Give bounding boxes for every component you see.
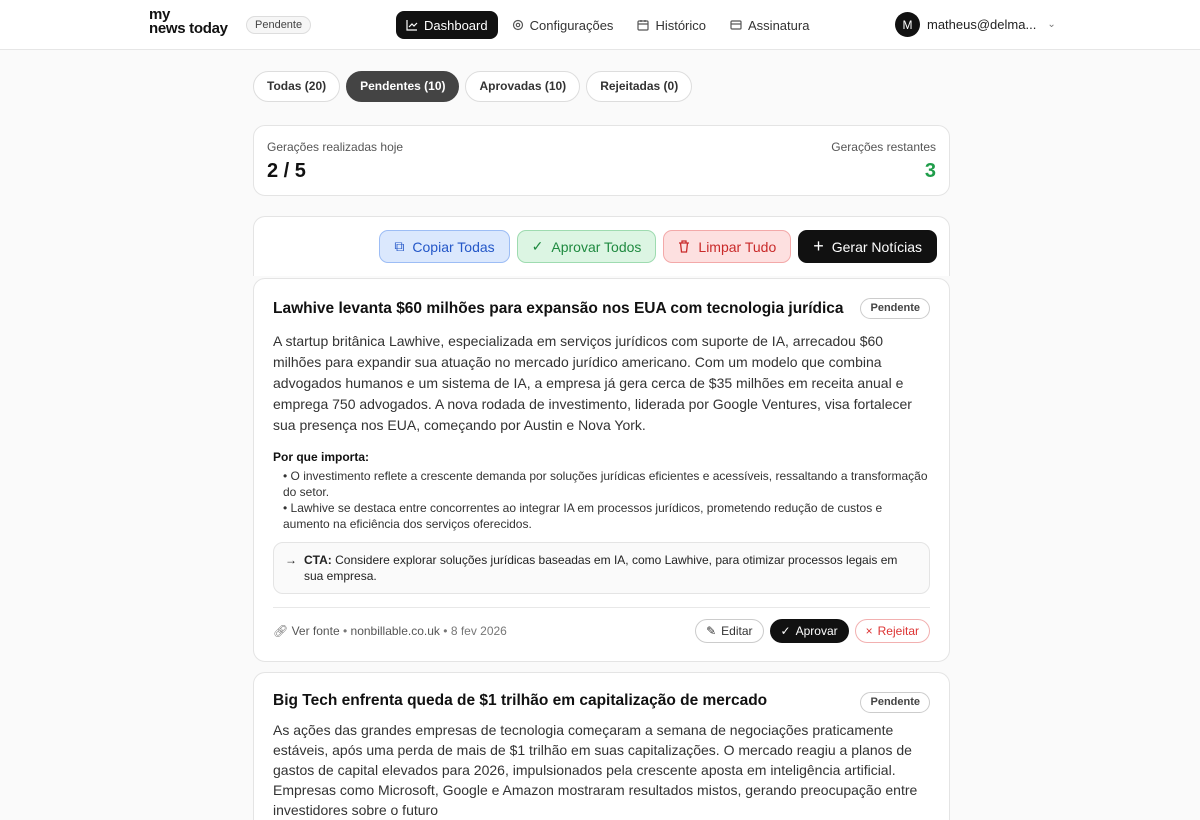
- news-footer: [273, 607, 930, 643]
- tab-aprovadas[interactable]: Aprovadas (10): [465, 71, 580, 102]
- top-header: [0, 0, 1200, 50]
- news-card: [253, 278, 950, 662]
- why-label: Por que importa:: [273, 450, 370, 464]
- cta-text: Considere explorar soluções jurídicas baseadas em IA, como Lawhive, para otimizar processos legais em sua empresa.: [304, 553, 898, 583]
- nav-label: Histórico: [655, 17, 707, 33]
- news-card: [253, 672, 950, 820]
- pencil-icon: ✎: [706, 624, 717, 638]
- logo[interactable]: [149, 8, 228, 36]
- today-value: 2 / 5: [267, 160, 306, 182]
- calendar-icon: [637, 19, 649, 31]
- nav-label: Configurações: [529, 17, 614, 33]
- clear-all-button[interactable]: [663, 230, 791, 263]
- check-circle-icon: ✓: [531, 238, 544, 254]
- source-domain: nonbillable.co.uk: [350, 624, 440, 638]
- button-label: Editar: [721, 624, 753, 638]
- button-label: Aprovar: [795, 624, 838, 638]
- close-icon: ×: [865, 624, 873, 638]
- main-nav: [396, 11, 819, 39]
- button-label: Copiar Todas: [412, 238, 495, 255]
- remaining-label: Gerações restantes: [831, 140, 936, 154]
- user-menu[interactable]: [895, 12, 1056, 37]
- arrow-right-icon: →: [285, 553, 297, 567]
- tab-pendentes[interactable]: Pendentes (10): [346, 71, 459, 102]
- gear-icon: [512, 19, 524, 31]
- logo-line: my: [149, 6, 171, 23]
- copy-all-button[interactable]: [379, 230, 509, 263]
- edit-button[interactable]: [695, 619, 763, 643]
- remaining-value: 3: [924, 160, 936, 182]
- link-icon: 🔗︎: [273, 624, 289, 638]
- source-link[interactable]: Ver fonte: [291, 624, 340, 638]
- news-title: Big Tech enfrenta queda de $1 trilhão em capitalização de mercado: [273, 692, 768, 709]
- copy-icon: ⧉: [394, 238, 405, 254]
- nav-label: Dashboard: [424, 17, 488, 33]
- nav-label: Assinatura: [748, 17, 810, 33]
- status-badge: Pendente: [860, 692, 930, 713]
- news-body: A startup britânica Lawhive, especializada em serviços jurídicos com suporte de IA, arrecadou $60 milhões para expandir sua atuação no mercado jurídico americano. Com um modelo que combina advogados humanos e um sistema de IA, a empresa já gera cerca de $35 milhões em receita anual e emprega 750 advogados. A nova rodada de investimento, liderada por Google Ventures, visa fortalecer sua presença nos EUA, começando por Austin e Nova York.: [273, 333, 912, 433]
- news-body: As ações das grandes empresas de tecnologia começaram a semana de negociações praticamente estáveis, após uma perda de mais de $1 trilhão em suas capitalizações. O mercado reagiu a planos de gastos de capital elevados para 2026, impulsionados pela crescente aposta em inteligência artificial. Empresas como Microsoft, Google e Amazon mostraram resultados mistos, gerando preocupação entre investidores sobre o futuro: [273, 722, 918, 818]
- nav-assinatura[interactable]: [720, 11, 819, 39]
- trash-icon: [678, 240, 690, 253]
- news-title: Lawhive levanta $60 milhões para expansão nos EUA com tecnologia jurídica: [273, 300, 844, 317]
- generation-stats: [253, 125, 950, 196]
- button-label: Aprovar Todos: [551, 238, 642, 255]
- approve-all-button[interactable]: [517, 230, 657, 263]
- chevron-down-icon: ⌄: [1047, 19, 1056, 30]
- filter-tabs: [253, 71, 950, 102]
- plus-icon: +: [813, 236, 824, 256]
- nav-configuracoes[interactable]: [502, 11, 624, 39]
- status-badge: Pendente: [246, 16, 311, 34]
- button-label: Rejeitar: [877, 624, 919, 638]
- avatar: M: [895, 12, 920, 37]
- today-label: Gerações realizadas hoje: [267, 140, 404, 154]
- logo-line: news today: [149, 20, 228, 37]
- button-label: Gerar Notícias: [831, 238, 922, 255]
- cta-box: [273, 542, 930, 594]
- nav-dashboard[interactable]: [396, 11, 498, 39]
- bullet: • Lawhive se destaca entre concorrentes ao integrar IA em processos jurídicos, prometendo redução de custos e aumento na eficiência dos serviços oferecidos.: [283, 501, 883, 531]
- nav-historico[interactable]: [627, 11, 716, 39]
- news-date: 8 fev 2026: [450, 624, 507, 638]
- tab-rejeitadas[interactable]: Rejeitadas (0): [586, 71, 692, 102]
- check-circle-icon: ✓: [780, 624, 791, 638]
- status-badge: Pendente: [860, 298, 930, 319]
- reject-button[interactable]: [855, 619, 930, 643]
- approve-button[interactable]: [770, 619, 849, 643]
- tab-todas[interactable]: Todas (20): [253, 71, 340, 102]
- card-icon: [730, 19, 742, 31]
- chart-icon: [406, 19, 418, 31]
- separator: •: [443, 624, 448, 638]
- generate-news-button[interactable]: [798, 230, 937, 263]
- button-label: Limpar Tudo: [698, 238, 777, 255]
- user-email: matheus@delma...: [927, 17, 1037, 32]
- cta-label: CTA:: [304, 553, 332, 567]
- bullet: • O investimento reflete a crescente demanda por soluções jurídicas eficientes e acessíveis, ressaltando a transformação do setor.: [283, 469, 928, 499]
- separator: •: [342, 624, 348, 638]
- bulk-actions: [253, 216, 950, 276]
